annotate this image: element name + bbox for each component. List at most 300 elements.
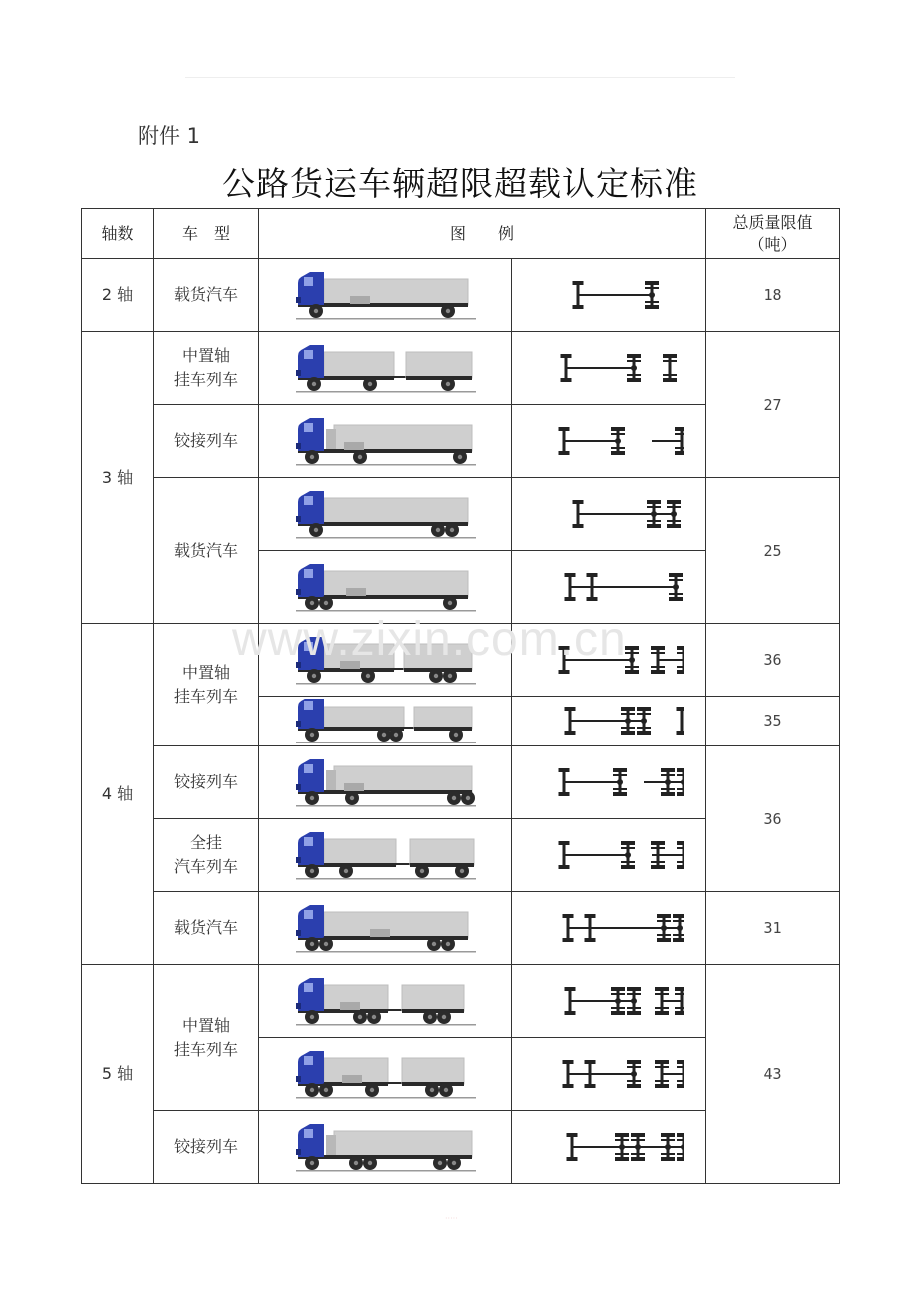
coupling-joint [677, 925, 683, 931]
truck-picture-cell [259, 332, 512, 405]
cab-bumper [296, 589, 301, 595]
drawbar [394, 668, 404, 670]
dual-tyre [615, 1153, 629, 1155]
limit-cell: 25 [706, 478, 840, 624]
cab-shape [298, 1124, 324, 1157]
truck-side-illustration-icon [290, 413, 480, 469]
wheel-hub [350, 796, 354, 800]
dual-tyre [675, 1011, 684, 1015]
vehicle-type-label: 铰接列车 [173, 772, 238, 791]
single-tyre [584, 1084, 595, 1088]
single-tyre [566, 1133, 577, 1137]
dual-tyre [663, 378, 677, 382]
dual-tyre [677, 774, 684, 776]
dual-tyre [611, 1007, 625, 1009]
vehicle-type-cell [154, 624, 259, 746]
chassis-frame [298, 1155, 472, 1159]
axle-layout-diagram-icon [534, 416, 684, 466]
dual-tyre [657, 934, 671, 936]
footer-mark: ····· [445, 1214, 458, 1223]
page-title: 公路货运车辆超限超载认定标准 [222, 164, 698, 203]
cab-shape [298, 564, 324, 597]
fifth-wheel-coupling [326, 429, 336, 449]
coupling-joint [665, 779, 671, 785]
cargo-box [324, 839, 396, 865]
cab-shape [298, 345, 324, 378]
dual-tyre [611, 1011, 625, 1015]
ground-line [296, 1170, 476, 1172]
wheel-hub [310, 796, 314, 800]
dual-tyre [625, 670, 639, 674]
vehicle-type-label: 铰接列车 [173, 431, 238, 450]
dual-tyre [627, 1011, 641, 1015]
single-tyre [586, 597, 597, 601]
axle-bar [562, 768, 565, 796]
axle-bar [564, 354, 567, 382]
frame-line [578, 513, 674, 515]
dual-tyre [611, 427, 625, 431]
dual-tyre [661, 1139, 675, 1141]
dual-tyre [627, 378, 641, 382]
wheel-hub [448, 674, 452, 678]
cab-shape [298, 1051, 324, 1084]
axle-bar [680, 987, 683, 1015]
ground-line [296, 318, 476, 320]
dual-tyre [627, 1084, 641, 1088]
truck-side-illustration-icon [290, 900, 480, 956]
axle-layout-diagram-icon [534, 562, 684, 612]
dual-tyre [655, 1066, 669, 1068]
dual-tyre [655, 1011, 669, 1015]
single-tyre [584, 914, 595, 918]
vehicle-type-label: 挂车列车 [173, 1039, 238, 1059]
axle-diagram-cell [512, 478, 706, 551]
axle-bar [562, 841, 565, 869]
single-tyre [562, 914, 573, 918]
wheel-hub [446, 382, 450, 386]
single-tyre [676, 731, 684, 735]
dual-tyre [667, 524, 681, 528]
ground-line [296, 610, 476, 612]
wheel-hub [436, 528, 440, 532]
axle-bar [656, 841, 659, 869]
limit-cell: 35 [706, 697, 840, 746]
truck-side-illustration-icon [290, 1046, 480, 1102]
axle-bar [680, 707, 683, 735]
axle-cell: 4 轴 [82, 624, 154, 965]
dual-tyre [625, 646, 639, 650]
axle-bar [588, 1060, 591, 1088]
cab-window [304, 764, 313, 773]
dual-tyre [645, 301, 659, 303]
fifth-wheel-coupling [326, 1135, 336, 1155]
fuel-tank [344, 442, 364, 450]
cargo-box [324, 352, 394, 378]
wheel-hub [310, 1088, 314, 1092]
dual-tyre [613, 792, 627, 796]
dual-tyre [655, 1060, 669, 1064]
ground-line [296, 805, 476, 807]
truck-picture-cell [259, 965, 512, 1038]
axle-diagram-cell [512, 551, 706, 624]
dual-tyre [637, 731, 651, 735]
dual-tyre [651, 847, 665, 849]
truck-side-illustration-icon [290, 632, 480, 688]
coupling-joint [649, 292, 655, 298]
dual-tyre [621, 841, 635, 845]
standards-table [81, 208, 840, 1184]
dual-tyre [631, 1139, 645, 1141]
cargo-box [324, 912, 468, 938]
wheel-hub [430, 1088, 434, 1092]
axle-diagram-cell [512, 892, 706, 965]
cab-window [304, 910, 313, 919]
dual-tyre [661, 788, 675, 790]
dual-tyre [651, 670, 665, 674]
wheel-hub [314, 309, 318, 313]
frame-line [564, 659, 632, 661]
axle-diagram-cell [512, 332, 706, 405]
cab-window [304, 642, 313, 651]
axle-bar [576, 500, 579, 528]
axle-bar [682, 841, 684, 869]
dual-tyre [621, 861, 635, 863]
fuel-tank [346, 588, 366, 596]
table-row [82, 332, 840, 405]
cab-shape [298, 759, 324, 792]
dual-tyre [677, 652, 684, 654]
dual-tyre [677, 1066, 684, 1068]
truck-side-illustration-icon [290, 699, 480, 743]
dual-tyre [615, 1139, 629, 1141]
coupling-joint [617, 779, 623, 785]
coupling-joint [665, 1144, 671, 1150]
cab-shape [298, 978, 324, 1011]
fuel-tank [340, 1002, 360, 1010]
dual-tyre [675, 427, 684, 431]
cab-shape [298, 832, 324, 865]
dual-tyre [613, 768, 627, 772]
wheel-hub [310, 455, 314, 459]
coupling-joint [651, 511, 657, 517]
header-diagram: 图 例 [259, 209, 706, 259]
truck-side-illustration-icon [290, 973, 480, 1029]
dual-tyre [611, 451, 625, 455]
dual-tyre [661, 1153, 675, 1155]
dual-tyre [611, 987, 625, 991]
frame-line [570, 1000, 634, 1002]
truck-picture-cell [259, 1038, 512, 1111]
vehicle-type-cell [154, 746, 259, 819]
cab-bumper [296, 784, 301, 790]
wheel-hub [310, 1161, 314, 1165]
cab-bumper [296, 1076, 301, 1082]
dual-tyre [627, 374, 641, 376]
single-tyre [558, 427, 569, 431]
wheel-hub [460, 869, 464, 873]
fuel-tank [350, 296, 370, 304]
wheel-hub [314, 528, 318, 532]
dual-tyre [677, 1084, 684, 1088]
truck-side-illustration-icon [290, 1119, 480, 1175]
dual-tyre [647, 520, 661, 522]
frame-line [566, 367, 634, 369]
frame-line [564, 440, 618, 442]
dual-tyre [621, 731, 635, 735]
coupling-joint [681, 1144, 684, 1150]
dual-tyre [621, 713, 635, 715]
truck-side-illustration-icon [290, 559, 480, 615]
dual-tyre [673, 914, 684, 918]
frame-line [578, 294, 652, 296]
single-tyre [564, 573, 575, 577]
truck-picture-cell [259, 551, 512, 624]
axle-bar [588, 914, 591, 942]
dual-tyre [657, 920, 671, 922]
axle-diagram-cell [512, 1111, 706, 1184]
frame-line [564, 854, 628, 856]
ground-line [296, 951, 476, 953]
wheel-hub [450, 528, 454, 532]
fuel-tank [340, 661, 360, 669]
vehicle-type-label: 铰接列车 [173, 1137, 238, 1156]
ground-line [296, 391, 476, 393]
wheel-hub [372, 1015, 376, 1019]
dual-tyre [655, 1084, 669, 1088]
axle-bar [566, 1060, 569, 1088]
wheel-hub [358, 1015, 362, 1019]
dual-tyre [627, 360, 641, 362]
cab-bumper [296, 297, 301, 303]
coupling-joint [615, 998, 621, 1004]
limit-cell: 43 [706, 965, 840, 1184]
wheel-hub [368, 382, 372, 386]
coupling-joint [681, 779, 684, 785]
cab-bumper [296, 857, 301, 863]
cargo-box [410, 839, 474, 865]
cab-bumper [296, 1003, 301, 1009]
chassis-frame [414, 727, 472, 731]
dual-tyre [677, 666, 684, 668]
single-tyre [586, 573, 597, 577]
dual-tyre [675, 447, 684, 449]
dual-tyre [677, 792, 684, 796]
single-tyre [560, 354, 571, 358]
axle-layout-diagram-icon [534, 635, 684, 685]
dual-tyre [675, 1007, 684, 1009]
single-tyre [560, 378, 571, 382]
wheel-hub [452, 796, 456, 800]
dual-tyre [627, 1060, 641, 1064]
axle-bar [660, 987, 663, 1015]
dual-tyre [645, 305, 659, 309]
cab-bumper [296, 662, 301, 668]
axle-bar [562, 646, 565, 674]
single-tyre [558, 865, 569, 869]
cargo-box [324, 279, 468, 305]
wheel-hub [420, 869, 424, 873]
vehicle-type-cell [154, 332, 259, 405]
cab-bumper [296, 370, 301, 376]
dual-tyre [613, 774, 627, 776]
dual-tyre [663, 374, 677, 376]
axle-bar [682, 1060, 684, 1088]
dual-tyre [661, 768, 675, 772]
dual-tyre [651, 841, 665, 845]
dual-tyre [611, 433, 625, 435]
vehicle-type-label: 中置轴 [181, 346, 230, 365]
cab-bumper [296, 721, 301, 727]
ground-line [296, 464, 476, 466]
single-tyre [564, 987, 575, 991]
vehicle-type-label: 中置轴 [181, 662, 230, 682]
vehicle-type-label: 载货汽车 [173, 918, 238, 937]
frame-line [570, 720, 644, 722]
coupling-joint [631, 998, 637, 1004]
wheel-hub [454, 733, 458, 737]
vehicle-type-label: 中置轴 [181, 1015, 230, 1035]
frame-line [662, 1000, 682, 1002]
dual-tyre [615, 1133, 629, 1137]
ground-line [296, 742, 476, 743]
cargo-box [324, 707, 404, 729]
wheel-hub [432, 942, 436, 946]
axle-cell: 2 轴 [82, 259, 154, 332]
header-limit-line2: （吨） [748, 234, 797, 254]
truck-picture-cell [259, 478, 512, 551]
cargo-box [334, 1131, 472, 1157]
axle-layout-diagram-icon [534, 1122, 684, 1172]
single-tyre [558, 646, 569, 650]
dual-tyre [647, 506, 661, 508]
header-limit-line1: 总质量限值 [732, 212, 813, 232]
dual-tyre [627, 1007, 641, 1009]
coupling-joint [661, 925, 667, 931]
axle-cell: 5 轴 [82, 965, 154, 1184]
single-tyre [564, 707, 575, 711]
wheel-hub [310, 601, 314, 605]
axle-bar [566, 914, 569, 942]
limit-cell: 18 [706, 259, 840, 332]
dual-tyre [627, 354, 641, 358]
coupling-joint [671, 511, 677, 517]
dual-tyre [655, 987, 669, 991]
cab-window [304, 423, 313, 432]
cab-bumper [296, 516, 301, 522]
dual-tyre [677, 646, 684, 650]
single-tyre [564, 731, 575, 735]
dual-tyre [677, 670, 684, 674]
wheel-hub [428, 1015, 432, 1019]
dual-tyre [651, 652, 665, 654]
dual-tyre [667, 506, 681, 508]
dual-tyre [651, 861, 665, 863]
coupling-joint [641, 718, 647, 724]
drawbar [394, 376, 406, 378]
cab-window [304, 701, 313, 710]
cab-window [304, 837, 313, 846]
wheel-hub [448, 601, 452, 605]
cab-bumper [296, 443, 301, 449]
fuel-tank [344, 783, 364, 791]
coupling-joint [635, 1144, 641, 1150]
truck-side-illustration-icon [290, 754, 480, 810]
axle-bar [576, 281, 579, 309]
single-tyre [566, 1157, 577, 1161]
coupling-joint [625, 852, 631, 858]
dual-tyre [611, 447, 625, 449]
wheel-hub [312, 382, 316, 386]
dual-tyre [645, 281, 659, 285]
single-tyre [584, 1060, 595, 1064]
dual-tyre [663, 354, 677, 358]
coupling-joint [619, 1144, 625, 1150]
dual-tyre [637, 707, 651, 711]
dual-tyre [677, 847, 684, 849]
frame-line [662, 1073, 684, 1075]
fifth-wheel-coupling [326, 770, 336, 790]
dual-tyre [655, 1080, 669, 1082]
axle-bar [568, 573, 571, 601]
axle-bar [668, 354, 671, 382]
dual-tyre [677, 768, 684, 772]
cab-window [304, 277, 313, 286]
drawbar [404, 727, 414, 729]
dual-tyre [661, 774, 675, 776]
dual-tyre [655, 993, 669, 995]
wheel-hub [368, 1161, 372, 1165]
vehicle-type-cell [154, 819, 259, 892]
limit-cell: 31 [706, 892, 840, 965]
single-tyre [572, 500, 583, 504]
single-tyre [558, 792, 569, 796]
wheel-hub [446, 309, 450, 313]
dual-tyre [677, 1139, 684, 1141]
axle-bar [570, 1133, 573, 1161]
axle-diagram-cell [512, 405, 706, 478]
wheel-hub [394, 733, 398, 737]
wheel-hub [438, 1161, 442, 1165]
dual-tyre [675, 993, 684, 995]
wheel-hub [444, 1088, 448, 1092]
truck-side-illustration-icon [290, 486, 480, 542]
wheel-hub [324, 601, 328, 605]
truck-side-illustration-icon [290, 340, 480, 396]
single-tyre [562, 1060, 573, 1064]
dual-tyre [627, 987, 641, 991]
axle-layout-diagram-icon [534, 343, 684, 393]
cab-shape [298, 418, 324, 451]
coupling-joint [673, 584, 679, 590]
single-tyre [562, 1084, 573, 1088]
chassis-frame [298, 449, 472, 453]
cargo-box [406, 352, 472, 378]
drawbar [388, 1082, 402, 1084]
dual-tyre [677, 1080, 684, 1082]
vehicle-type-label: 载货汽车 [173, 540, 238, 560]
wheel-hub [452, 1161, 456, 1165]
axle-diagram-cell [512, 259, 706, 332]
table-row [82, 965, 840, 1038]
dual-tyre [657, 938, 671, 942]
dual-tyre [677, 1157, 684, 1161]
truck-picture-cell [259, 697, 512, 746]
single-tyre [558, 451, 569, 455]
coupling-joint [629, 657, 635, 663]
wheel-hub [466, 796, 470, 800]
dual-tyre [631, 1157, 645, 1161]
dual-tyre [677, 1060, 684, 1064]
